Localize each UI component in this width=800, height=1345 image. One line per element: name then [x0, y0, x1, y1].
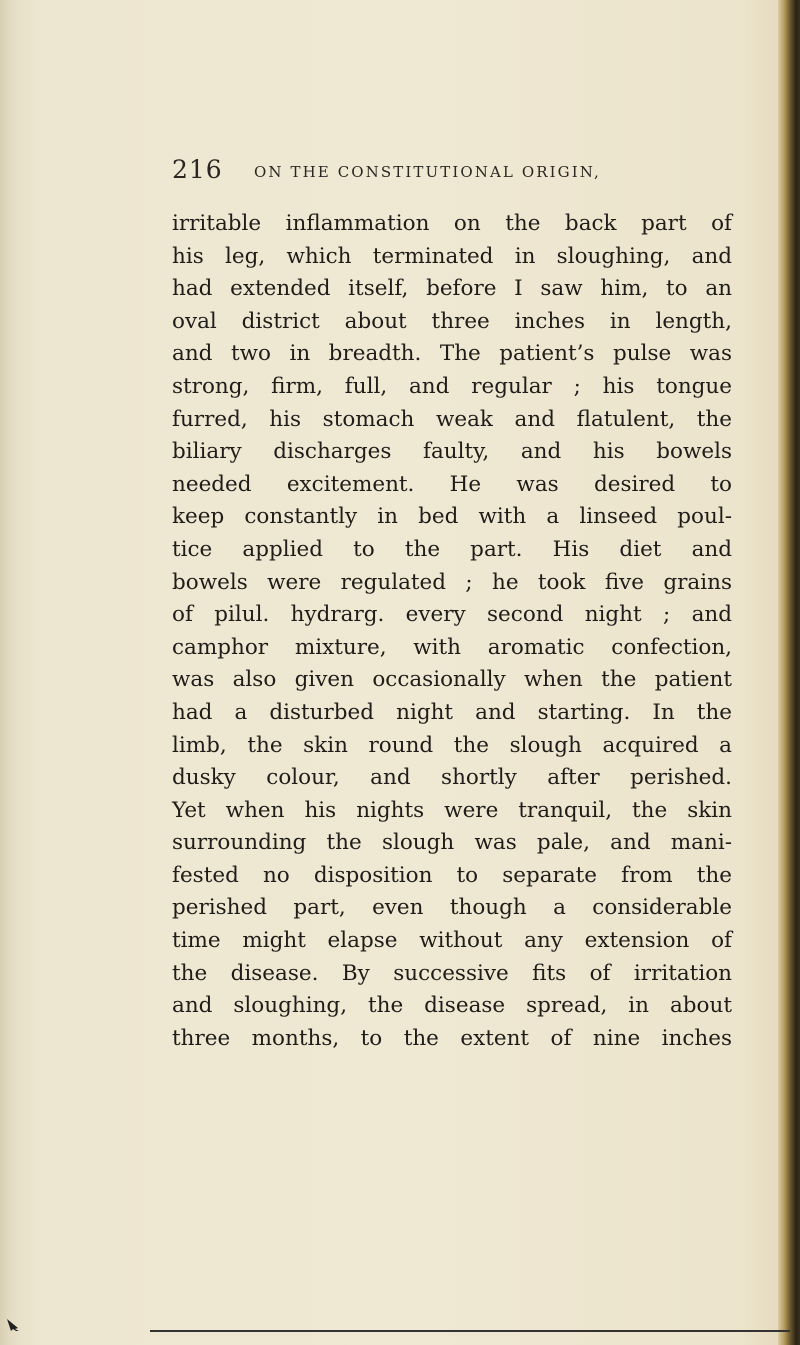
page-left-edge — [0, 0, 18, 1345]
text-line: had a disturbed night and starting. In the — [172, 699, 732, 725]
text-line: surrounding the slough was pale, and mani- — [172, 830, 732, 856]
text-line: time might elapse without any extension of — [172, 928, 732, 954]
text-line: furred, his stomach weak and flatulent, the — [172, 406, 732, 432]
text-line: dusky colour, and shortly after perished. — [172, 765, 732, 791]
bottom-edge-line — [150, 1330, 790, 1332]
text-line: his leg, which terminated in sloughing, and — [172, 243, 732, 269]
text-line: camphor mixture, with aromatic confection, — [172, 634, 732, 660]
body-text — [172, 208, 732, 1055]
text-line: strong, firm, full, and regular ; his tongue — [172, 373, 732, 399]
corner-arrow-icon — [6, 1318, 22, 1332]
page-header — [172, 154, 732, 194]
text-line: the disease. By successive fits of irritation — [172, 960, 732, 986]
text-line: was also given occasionally when the patient — [172, 667, 732, 693]
text-line: biliary discharges faulty, and his bowels — [172, 439, 732, 465]
text-line: tice applied to the part. His diet and — [172, 536, 732, 562]
text-line: oval district about three inches in length, — [172, 308, 732, 334]
text-line: fested no disposition to separate from the — [172, 862, 732, 888]
text-line: and two in breadth. The patient’s pulse was — [172, 341, 732, 367]
text-line: irritable inflammation on the back part of — [172, 211, 732, 236]
text-line: Yet when his nights were tranquil, the skin — [172, 797, 732, 823]
text-line: needed excitement. He was desired to — [172, 471, 732, 497]
page-number: 216 — [172, 155, 223, 184]
text-line: had extended itself, before I saw him, to an — [172, 276, 732, 302]
running-title: ON THE CONSTITUTIONAL ORIGIN, — [254, 163, 601, 181]
text-line: bowels were regulated ; he took five grains — [172, 569, 732, 595]
text-line: and sloughing, the disease spread, in about — [172, 993, 732, 1019]
book-spine-edge — [778, 0, 800, 1345]
text-line: keep constantly in bed with a linseed poul- — [172, 504, 732, 530]
text-line: three months, to the extent of nine inches — [172, 1025, 732, 1051]
text-line: limb, the skin round the slough acquired a — [172, 732, 732, 758]
text-line: perished part, even though a considerable — [172, 895, 732, 921]
text-line: of pilul. hydrarg. every second night ; and — [172, 602, 732, 628]
